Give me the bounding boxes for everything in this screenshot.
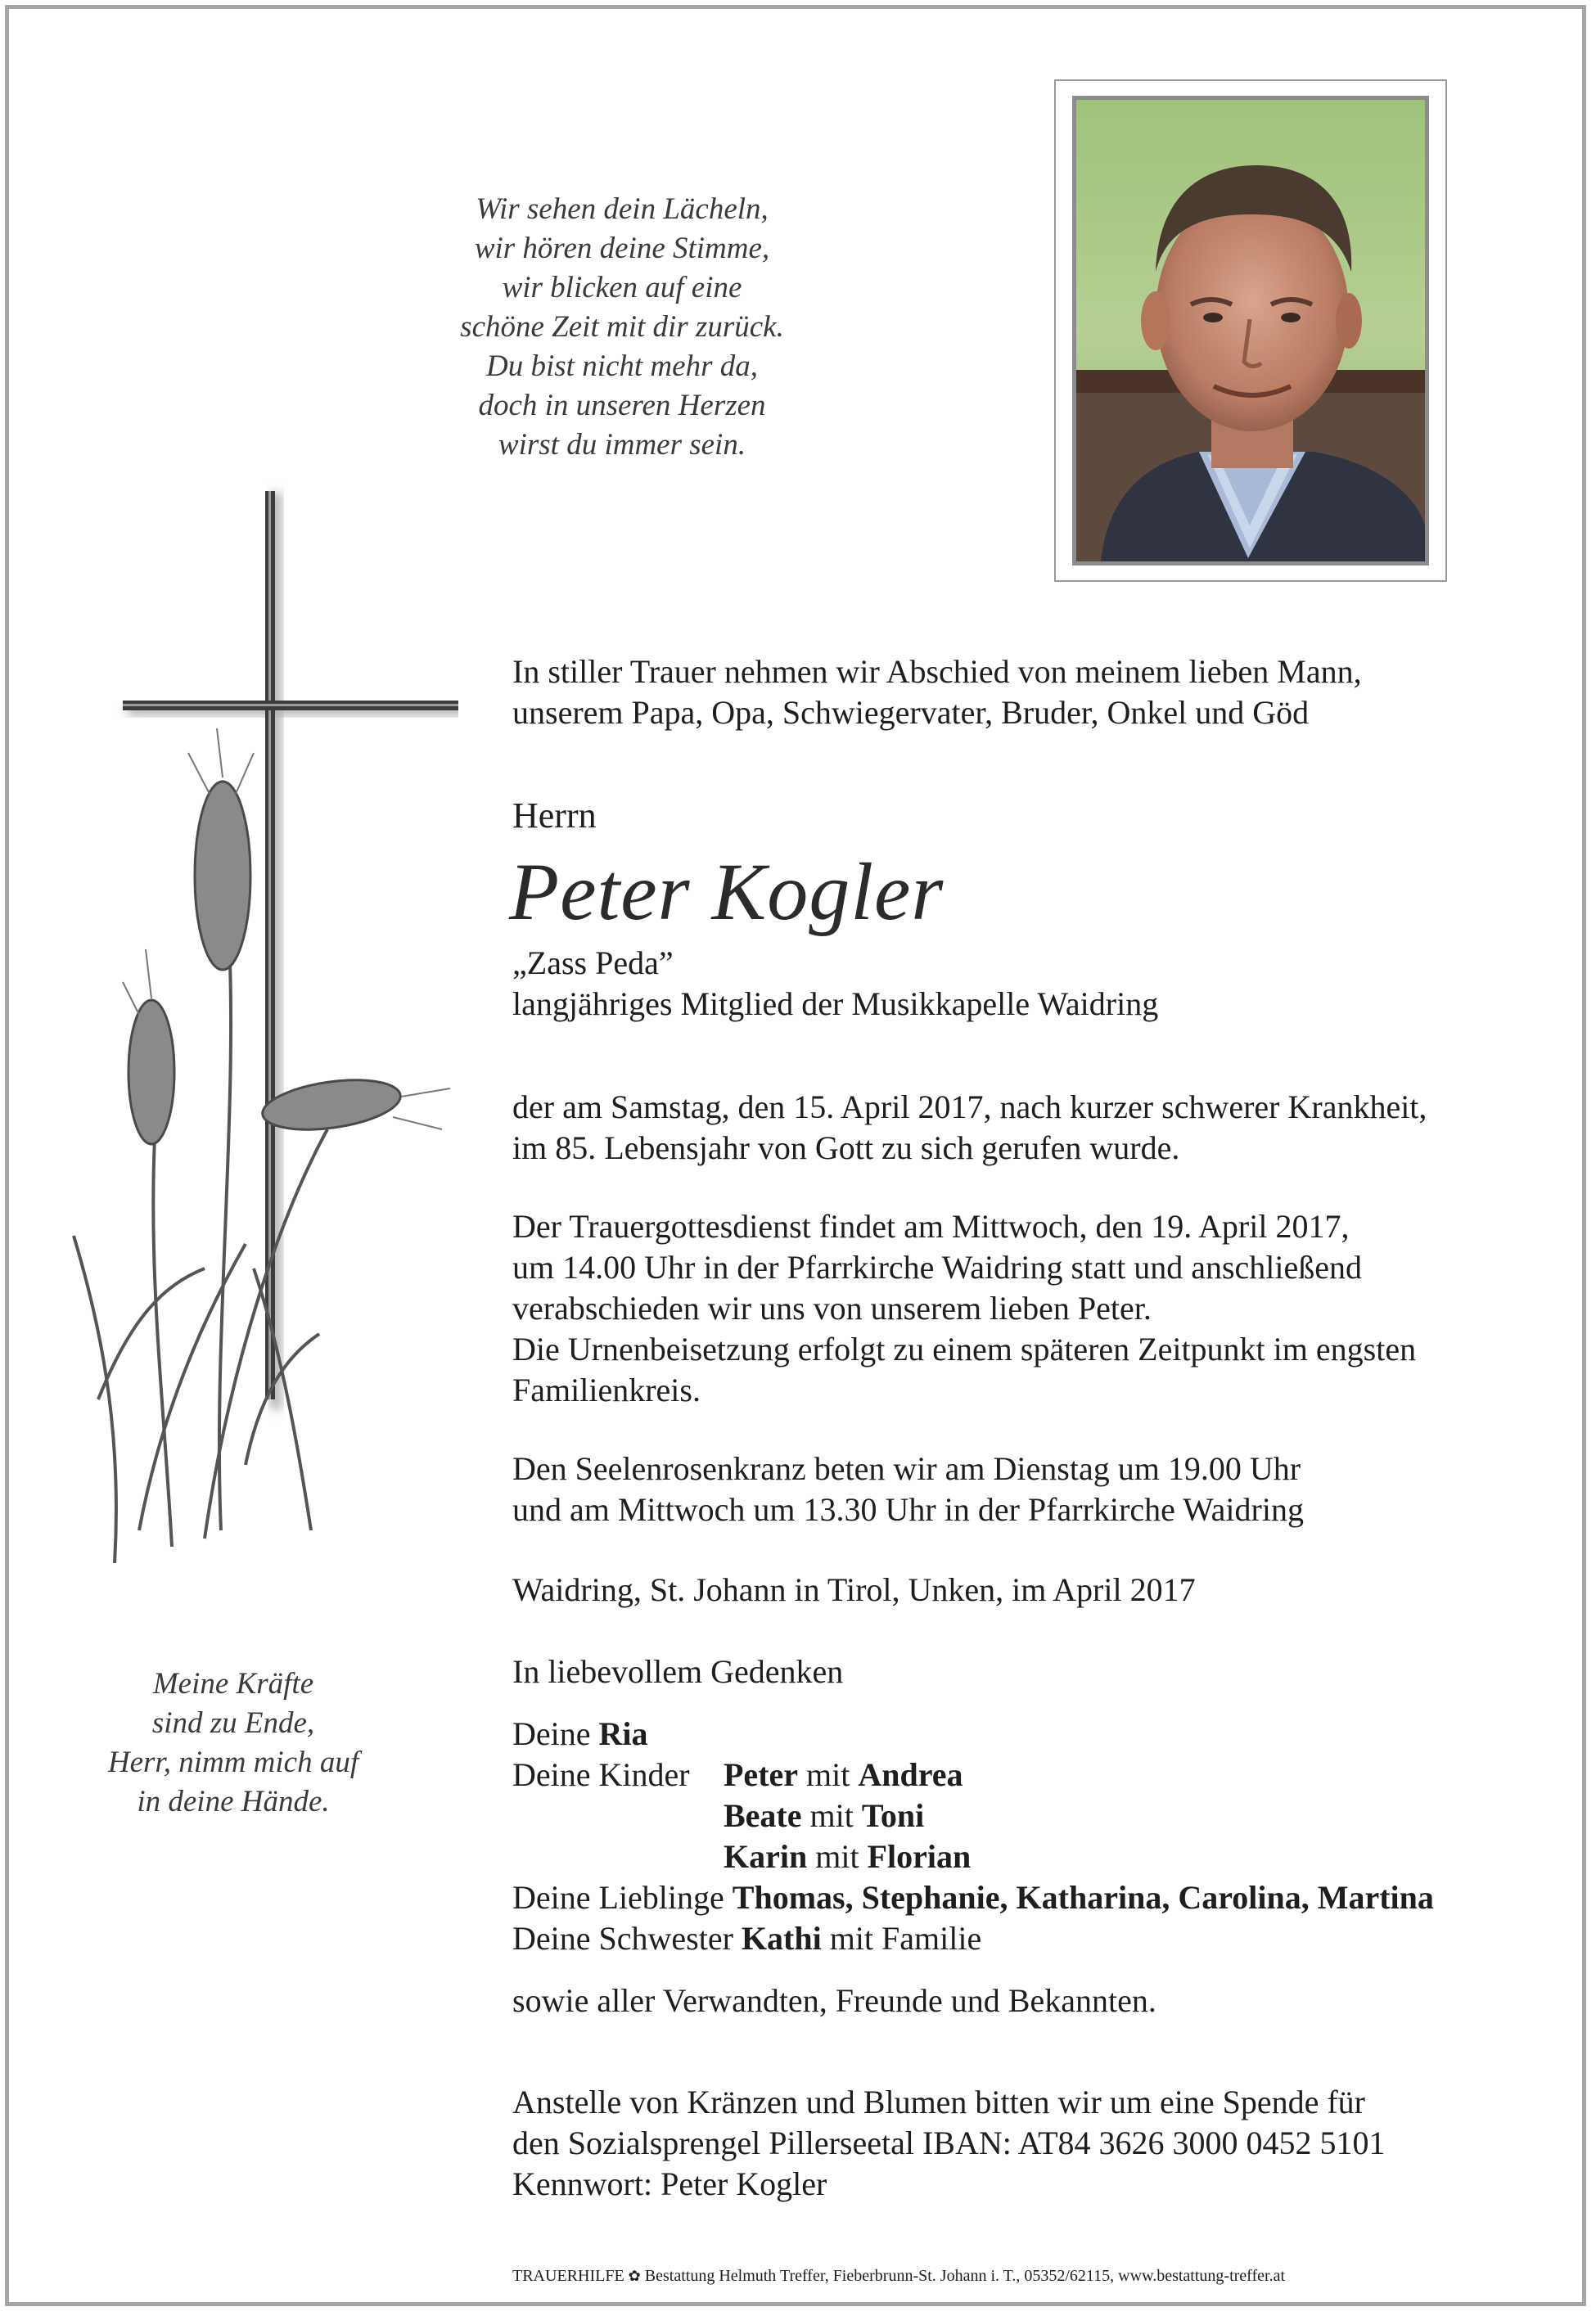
service-line: Familienkreis. (512, 1372, 701, 1408)
child-row: Peter mit Andrea (724, 1756, 963, 1793)
wheat-icon (74, 728, 450, 1563)
intro-text (512, 651, 1362, 733)
portrait-frame (1054, 79, 1447, 582)
quote-line: wir blicken auf eine (502, 271, 742, 304)
death-line: der am Samstag, den 15. April 2017, nach kurzer schwerer Krankheit, (512, 1088, 1427, 1125)
portrait-photo (1072, 96, 1429, 565)
family-list (512, 1714, 1576, 1959)
quote-line: sind zu Ende, (151, 1706, 315, 1740)
wife-name: Ria (598, 1715, 648, 1752)
quote-line: Meine Kräfte (152, 1667, 314, 1701)
quote-line: schöne Zeit mit dir zurück. (460, 310, 784, 344)
service-line: Der Trauergottesdienst findet am Mittwoch, den 19. April 2017, (512, 1208, 1350, 1245)
remembrance: In liebevollem Gedenken (512, 1653, 844, 1690)
quote-line: wir hören deine Stimme, (474, 232, 770, 265)
death-line: im 85. Lebensjahr von Gott zu sich gerufen wurde. (512, 1129, 1180, 1166)
service-info (512, 1206, 1416, 1411)
cross-icon (123, 491, 458, 1409)
leaf-icon: ✿ (628, 2268, 641, 2284)
intro-line: unserem Papa, Opa, Schwiegervater, Bruder, Onkel und Göd (512, 694, 1310, 731)
donation-line: Kennwort: Peter Kogler (512, 2165, 827, 2202)
family-children: Deine Kinder Peter mit Andrea Beate mit Toni Karin mit Florian (512, 1755, 1576, 1877)
rosary-line: und am Mittwoch um 13.30 Uhr in der Pfarrkirche Waidring (512, 1491, 1304, 1528)
service-line: um 14.00 Uhr in der Pfarrkirche Waidring statt und anschließend (512, 1249, 1363, 1286)
death-notice (512, 1087, 1427, 1169)
footer (512, 2265, 1285, 2287)
quote-line: wirst du immer sein. (498, 428, 746, 462)
donation-line: den Sozialsprengel Pillerseetal IBAN: AT84 3626 3000 0452 5101 (512, 2125, 1386, 2161)
child-row: Karin mit Florian (724, 1838, 972, 1875)
family-sister: Deine Schwester Kathi mit Familie (512, 1920, 982, 1957)
salutation: Herrn (512, 795, 597, 836)
relatives: sowie aller Verwandten, Freunde und Bekannten. (512, 1982, 1156, 2019)
donation-line: Anstelle von Kränzen und Blumen bitten wir um eine Spende für (512, 2084, 1365, 2120)
quote-line: doch in unseren Herzen (478, 389, 766, 422)
footer-brand: TRAUERHILFE (512, 2267, 624, 2285)
deceased-name: Peter Kogler (509, 846, 945, 937)
quote-line: Herr, nimm mich auf (107, 1746, 359, 1779)
intro-line: In stiller Trauer nehmen wir Abschied von meinem lieben Mann, (512, 653, 1362, 690)
donation-info (512, 2082, 1386, 2205)
rosary-line: Den Seelenrosenkranz beten wir am Dienstag um 19.00 Uhr (512, 1450, 1301, 1487)
service-line: Die Urnenbeisetzung erfolgt zu einem späteren Zeitpunkt im engsten (512, 1331, 1417, 1368)
quote-top (393, 190, 851, 465)
name-details (512, 943, 1158, 1025)
quote-line: Wir sehen dein Lächeln, (476, 192, 769, 226)
rosary-info (512, 1449, 1304, 1530)
footer-text: Bestattung Helmuth Treffer, Fieberbrunn-St. Johann i. T., 05352/62115, www.bestattung-treffer.at (644, 2267, 1286, 2285)
place-date: Waidring, St. Johann in Tirol, Unken, im April 2017 (512, 1571, 1196, 1608)
quote-line: in deine Hände. (137, 1785, 330, 1818)
quote-line: Du bist nicht mehr da, (486, 349, 758, 383)
cross-wheat-illustration (49, 483, 458, 1596)
portrait-illustration (1076, 100, 1425, 561)
child-row: Beate mit Toni (724, 1797, 925, 1834)
nickname: „Zass Peda” (512, 944, 674, 981)
quote-bottom (33, 1665, 434, 1822)
family-grandchildren: Deine Lieblinge Thomas, Stephanie, Katharina, Carolina, Martina (512, 1879, 1434, 1916)
membership: langjähriges Mitglied der Musikkapelle Waidring (512, 985, 1159, 1022)
family-wife: Deine Ria (512, 1715, 648, 1752)
service-line: verabschieden wir uns von unserem lieben Peter. (512, 1290, 1152, 1327)
